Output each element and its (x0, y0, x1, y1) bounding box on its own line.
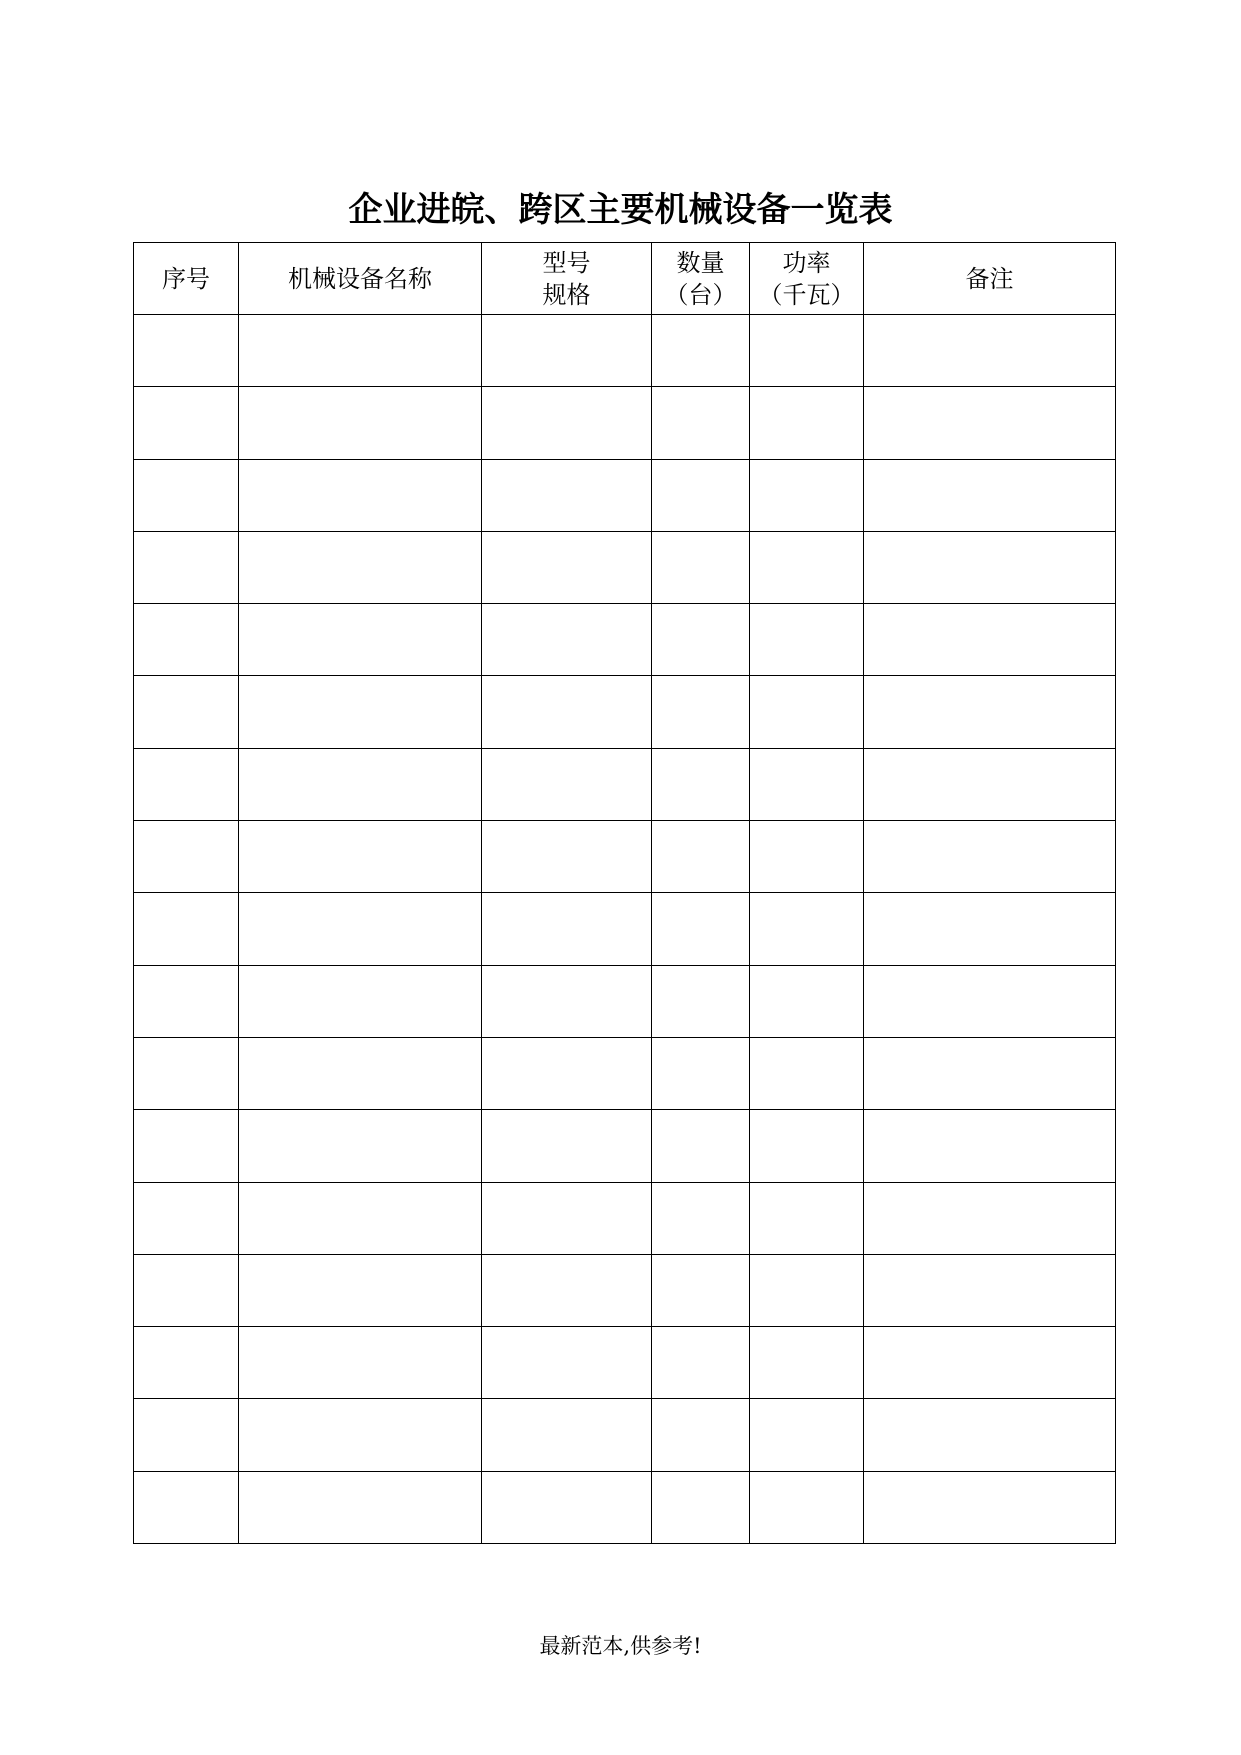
cell-quantity (652, 676, 750, 748)
header-serial-number: 序号 (134, 243, 239, 315)
cell-equipment-name (239, 604, 482, 676)
cell-remarks (864, 748, 1116, 820)
cell-remarks (864, 676, 1116, 748)
cell-remarks (864, 1037, 1116, 1109)
cell-quantity (652, 1471, 750, 1543)
cell-serial-number (134, 531, 239, 603)
cell-equipment-name (239, 1110, 482, 1182)
cell-serial-number (134, 1182, 239, 1254)
cell-quantity (652, 604, 750, 676)
table-row (134, 965, 1116, 1037)
cell-power (750, 748, 864, 820)
cell-remarks (864, 1110, 1116, 1182)
cell-quantity (652, 315, 750, 387)
cell-quantity (652, 1110, 750, 1182)
cell-equipment-name (239, 1399, 482, 1471)
cell-model-spec (482, 893, 652, 965)
cell-power (750, 1471, 864, 1543)
cell-remarks (864, 893, 1116, 965)
cell-remarks (864, 459, 1116, 531)
cell-serial-number (134, 459, 239, 531)
cell-model-spec (482, 676, 652, 748)
cell-remarks (864, 604, 1116, 676)
cell-power (750, 965, 864, 1037)
cell-power (750, 315, 864, 387)
cell-equipment-name (239, 893, 482, 965)
table-row (134, 1399, 1116, 1471)
table-row (134, 1254, 1116, 1326)
cell-serial-number (134, 315, 239, 387)
cell-model-spec (482, 531, 652, 603)
cell-model-spec (482, 748, 652, 820)
cell-serial-number (134, 676, 239, 748)
table-row (134, 821, 1116, 893)
table-body (134, 315, 1116, 1544)
cell-equipment-name (239, 1254, 482, 1326)
table-row (134, 531, 1116, 603)
cell-power (750, 459, 864, 531)
cell-equipment-name (239, 315, 482, 387)
cell-model-spec (482, 1399, 652, 1471)
cell-remarks (864, 1399, 1116, 1471)
table-row (134, 604, 1116, 676)
cell-model-spec (482, 1110, 652, 1182)
cell-model-spec (482, 1037, 652, 1109)
cell-quantity (652, 1254, 750, 1326)
cell-serial-number (134, 1254, 239, 1326)
cell-remarks (864, 1327, 1116, 1399)
cell-power (750, 1399, 864, 1471)
cell-power (750, 1327, 864, 1399)
cell-power (750, 1254, 864, 1326)
cell-remarks (864, 965, 1116, 1037)
cell-serial-number (134, 1110, 239, 1182)
header-model-spec: 型号 规格 (482, 243, 652, 315)
cell-model-spec (482, 821, 652, 893)
cell-power (750, 821, 864, 893)
cell-serial-number (134, 604, 239, 676)
cell-quantity (652, 1399, 750, 1471)
cell-remarks (864, 1254, 1116, 1326)
table-header-row (134, 243, 1116, 315)
table-row (134, 1110, 1116, 1182)
header-power: 功率 （千瓦） (750, 243, 864, 315)
cell-serial-number (134, 1327, 239, 1399)
header-equipment-name: 机械设备名称 (239, 243, 482, 315)
cell-model-spec (482, 1327, 652, 1399)
cell-quantity (652, 965, 750, 1037)
cell-quantity (652, 531, 750, 603)
cell-power (750, 387, 864, 459)
cell-equipment-name (239, 387, 482, 459)
table-row (134, 748, 1116, 820)
table-row (134, 1182, 1116, 1254)
cell-equipment-name (239, 1182, 482, 1254)
cell-power (750, 531, 864, 603)
cell-model-spec (482, 1254, 652, 1326)
cell-power (750, 1182, 864, 1254)
cell-serial-number (134, 821, 239, 893)
cell-power (750, 1110, 864, 1182)
header-remarks: 备注 (864, 243, 1116, 315)
cell-power (750, 893, 864, 965)
cell-equipment-name (239, 965, 482, 1037)
cell-power (750, 1037, 864, 1109)
cell-remarks (864, 1182, 1116, 1254)
cell-serial-number (134, 1037, 239, 1109)
header-quantity: 数量 （台） (652, 243, 750, 315)
cell-equipment-name (239, 748, 482, 820)
cell-serial-number (134, 387, 239, 459)
equipment-table (133, 242, 1116, 1544)
cell-equipment-name (239, 1327, 482, 1399)
table-row (134, 1037, 1116, 1109)
cell-quantity (652, 1037, 750, 1109)
cell-power (750, 676, 864, 748)
cell-remarks (864, 387, 1116, 459)
cell-serial-number (134, 1399, 239, 1471)
table-row (134, 315, 1116, 387)
table-row (134, 387, 1116, 459)
table-row (134, 459, 1116, 531)
cell-power (750, 604, 864, 676)
cell-model-spec (482, 315, 652, 387)
cell-quantity (652, 459, 750, 531)
cell-quantity (652, 748, 750, 820)
cell-equipment-name (239, 459, 482, 531)
cell-model-spec (482, 1182, 652, 1254)
cell-quantity (652, 387, 750, 459)
cell-remarks (864, 821, 1116, 893)
cell-serial-number (134, 748, 239, 820)
footer-note: 最新范本,供参考! (539, 1634, 702, 1658)
cell-model-spec (482, 387, 652, 459)
cell-quantity (652, 1327, 750, 1399)
cell-quantity (652, 893, 750, 965)
cell-model-spec (482, 965, 652, 1037)
cell-serial-number (134, 1471, 239, 1543)
cell-remarks (864, 1471, 1116, 1543)
cell-remarks (864, 315, 1116, 387)
cell-model-spec (482, 604, 652, 676)
cell-equipment-name (239, 821, 482, 893)
table-row (134, 1327, 1116, 1399)
cell-remarks (864, 531, 1116, 603)
cell-model-spec (482, 1471, 652, 1543)
cell-equipment-name (239, 531, 482, 603)
cell-quantity (652, 821, 750, 893)
cell-equipment-name (239, 1037, 482, 1109)
table-row (134, 1471, 1116, 1543)
cell-serial-number (134, 893, 239, 965)
cell-serial-number (134, 965, 239, 1037)
cell-model-spec (482, 459, 652, 531)
cell-equipment-name (239, 1471, 482, 1543)
table-row (134, 893, 1116, 965)
page-title: 企业进皖、跨区主要机械设备一览表 (348, 190, 893, 230)
table-row (134, 676, 1116, 748)
cell-quantity (652, 1182, 750, 1254)
cell-equipment-name (239, 676, 482, 748)
